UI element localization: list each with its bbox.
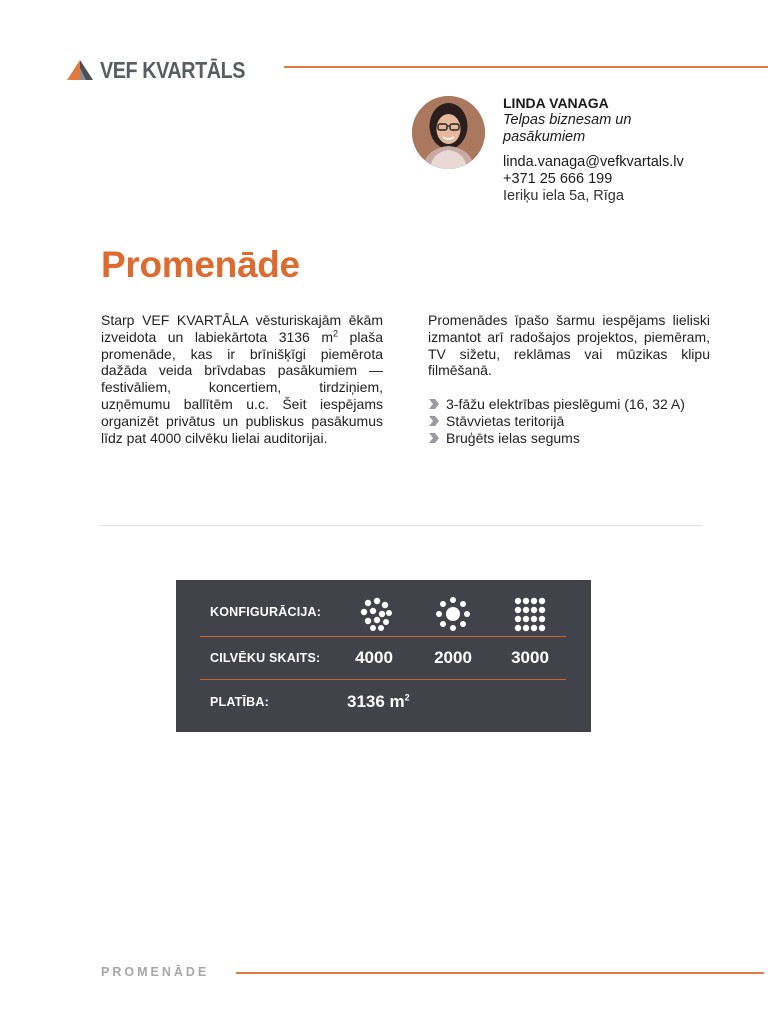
cluster-config-icon: [358, 596, 394, 632]
grid-config-icon: [512, 596, 548, 632]
contact-card: [503, 95, 703, 205]
list-item: [428, 396, 718, 413]
area-superscript: 2: [404, 692, 410, 703]
logo-wordmark: VEF KVARTĀLS: [100, 56, 246, 83]
configuration-label: KONFIGURĀCIJA:: [210, 605, 322, 619]
intro-left-text-a: Starp VEF KVARTĀLA vēsturiskajām ēkām izveidota un labiekārtota 3136 m: [101, 312, 383, 345]
people-count-value: 2000: [434, 648, 472, 667]
center-stage-config-icon: [435, 596, 471, 632]
list-item: [428, 413, 718, 430]
contact-phone[interactable]: +371 25 666 199: [503, 171, 613, 187]
page-title: Promenāde: [101, 244, 300, 285]
contact-address: Ieriķu iela 5a, Rīga: [503, 188, 624, 204]
stats-divider: [200, 636, 566, 637]
area-value: [347, 692, 410, 712]
intro-left-superscript: 2: [333, 328, 339, 339]
header-divider: [284, 66, 768, 68]
people-count-label: CILVĒKU SKAITS:: [210, 651, 321, 665]
list-item: [428, 430, 718, 447]
person-photo-icon: [412, 96, 485, 169]
chevron-bullet-icon: [428, 415, 440, 427]
contact-email-link[interactable]: linda.vanaga@vefkvartals.lv: [503, 154, 684, 170]
intro-left-paragraph: [101, 312, 383, 446]
intro-right-paragraph: Promenādes īpašo šarmu iespējams lieliski izmantot arī radošajos projektos, piemēram, TV sižetu, reklāmas vai mūzikas klipu filmēšanā.: [428, 312, 710, 379]
section-divider: [99, 525, 702, 526]
people-count-value: 3000: [511, 648, 549, 667]
feature-text: 3-fāžu elektrības pieslēgumi (16, 32 A): [446, 396, 685, 412]
footer-divider: [236, 972, 764, 974]
contact-name: LINDA VANAGA: [503, 95, 609, 111]
people-count-value: 4000: [355, 648, 393, 667]
stats-divider: [200, 679, 566, 680]
triangle-logo-icon: [66, 59, 94, 81]
footer-label: PROMENĀDE: [101, 965, 210, 979]
vef-kvartals-logo: [66, 56, 269, 84]
chevron-bullet-icon: [428, 432, 440, 444]
area-label: PLATĪBA:: [210, 695, 269, 709]
stats-panel: [176, 580, 591, 732]
feature-list: [428, 396, 718, 446]
feature-text: Stāvvietas teritorijā: [446, 412, 565, 429]
contact-role: Telpas biznesam un pasākumiem: [503, 112, 632, 145]
contact-avatar: [412, 96, 485, 169]
area-number: 3136 m: [347, 692, 405, 711]
chevron-bullet-icon: [428, 398, 440, 410]
feature-text: Bruģēts ielas segums: [446, 429, 580, 446]
intro-left-text-b: plaša promenāde, kas ir brīnišķīgi piemērota dažāda veida brīvdabas pasākumiem — festivāliem, koncertiem, tirdziņiem, uzņēmumu ballītēm u.c. Šeit iespējams organizēt privātus un publiskus pasākumus līdz pat 4000 cilvēku lielai auditorijai.: [101, 328, 383, 446]
